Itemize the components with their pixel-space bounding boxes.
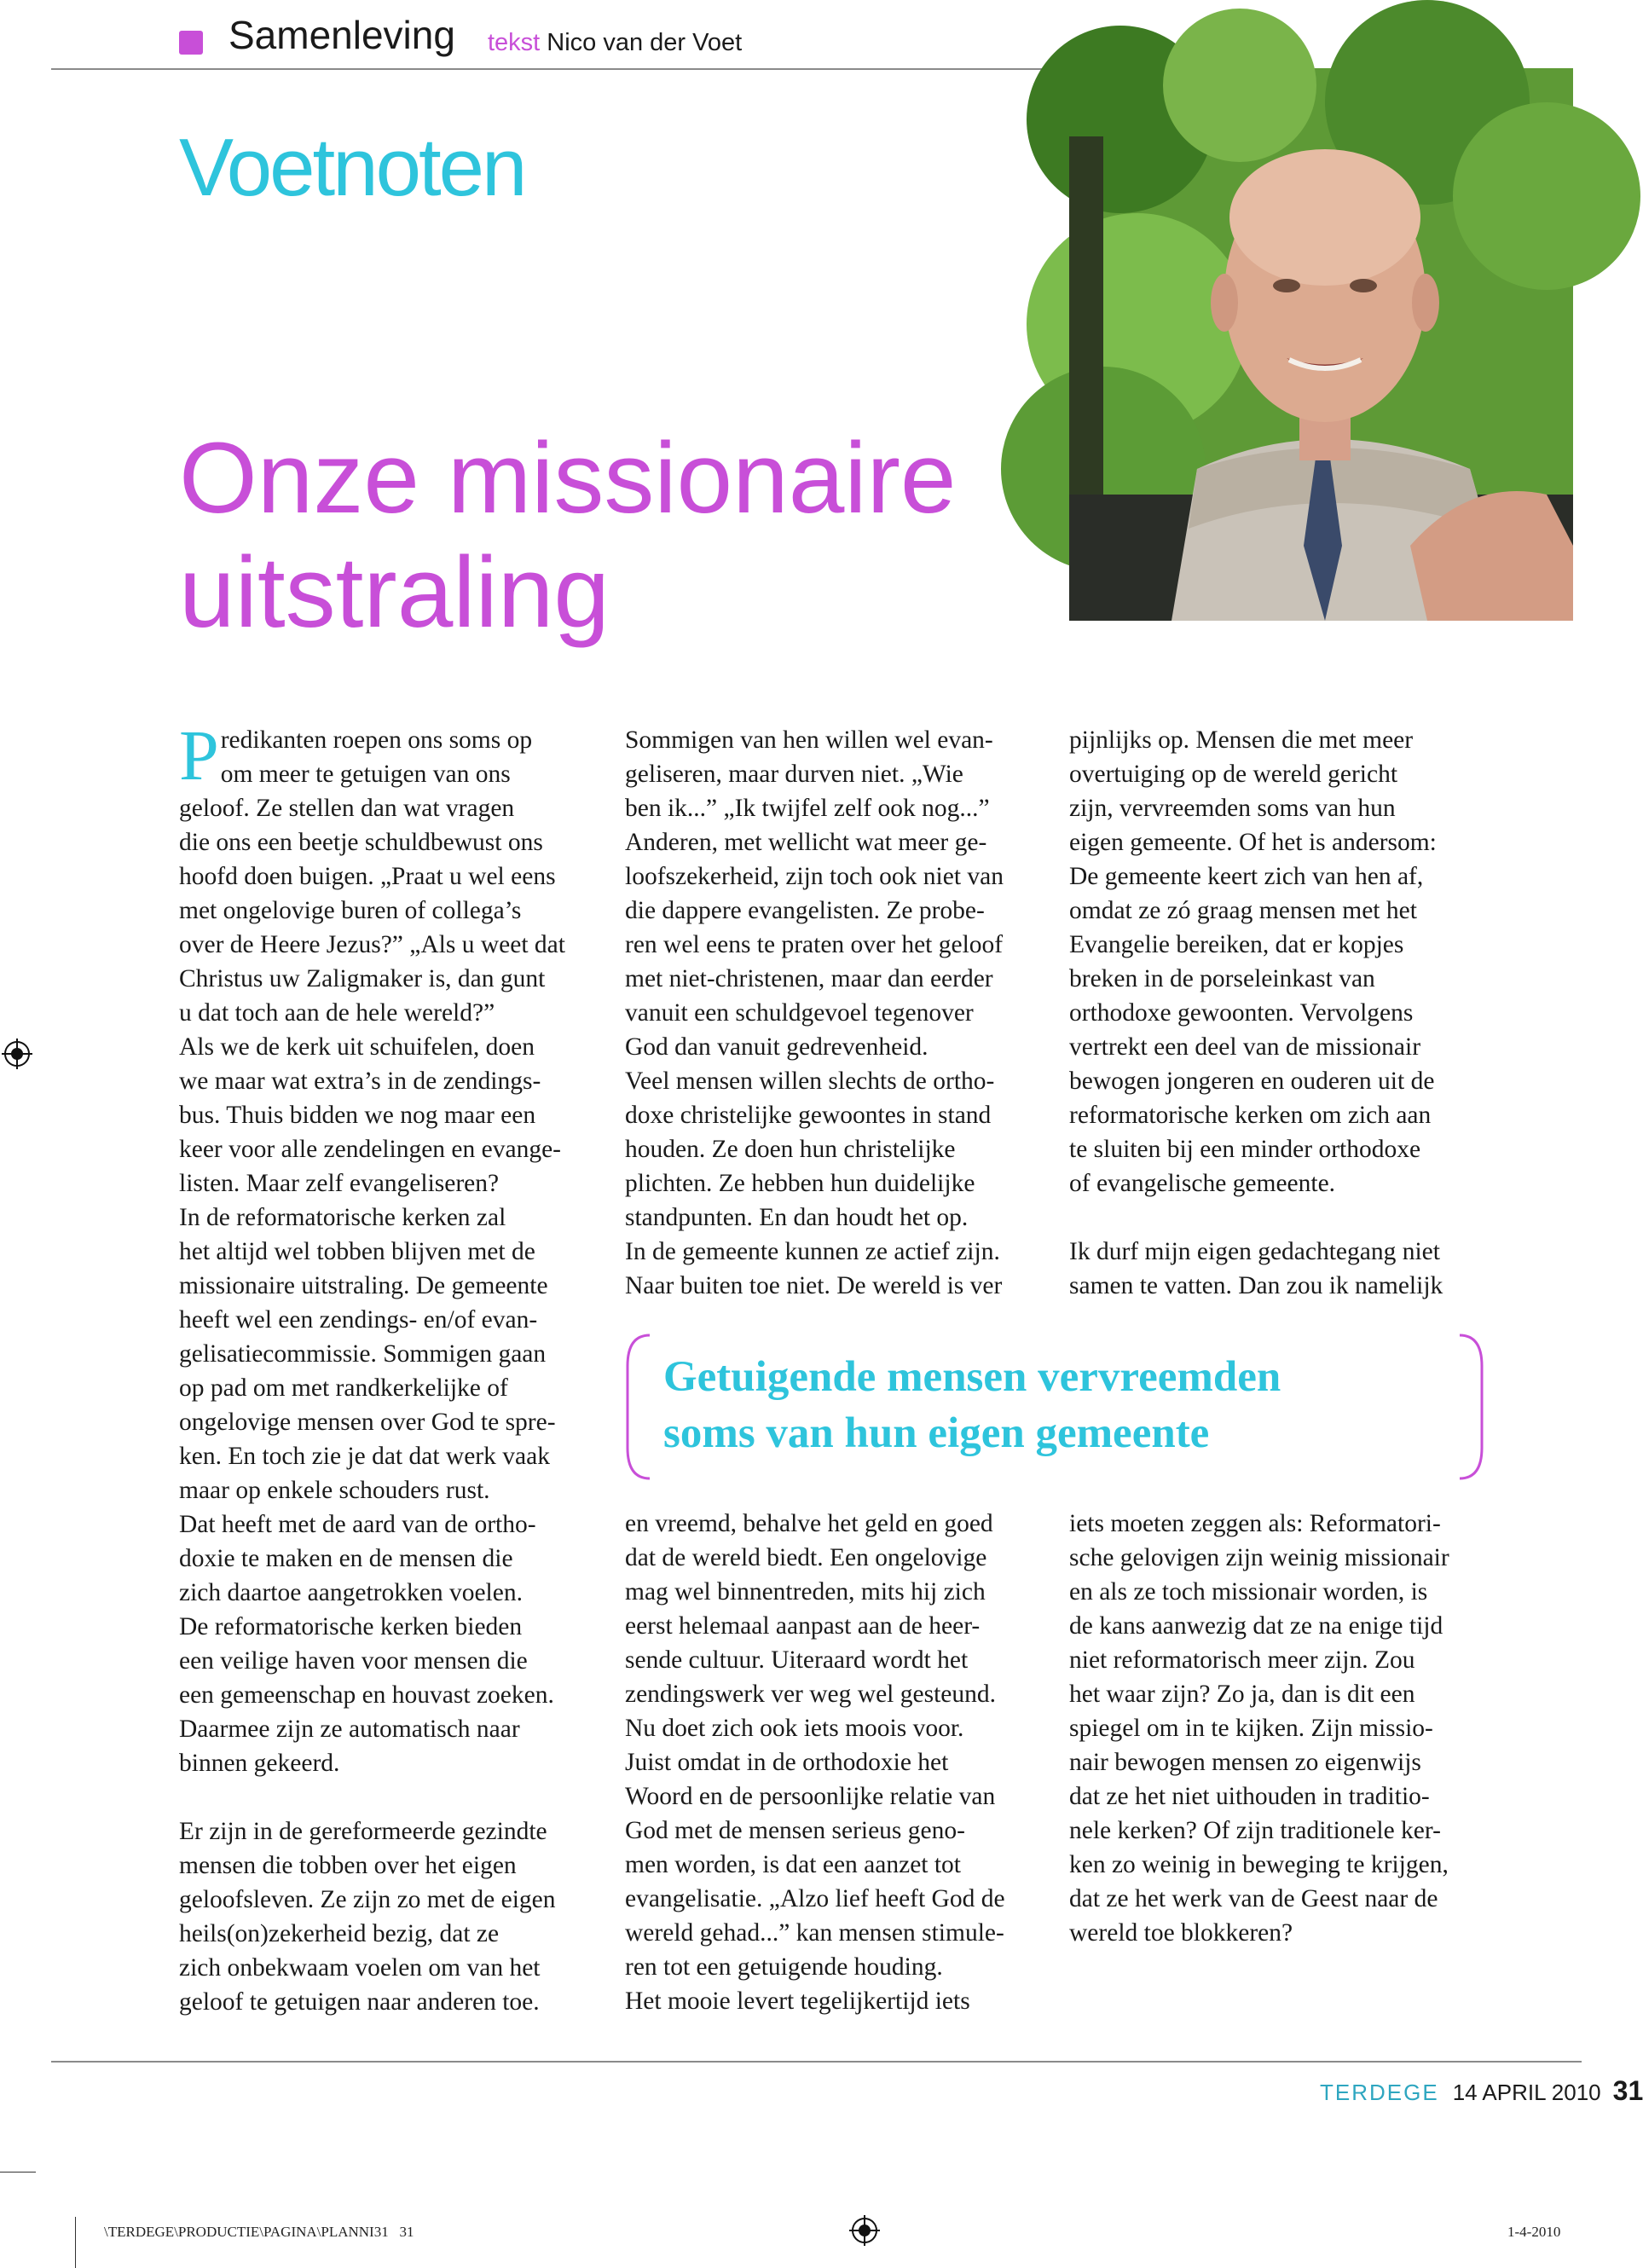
section-marker	[179, 31, 203, 55]
bottom-rule	[51, 2061, 1582, 2063]
registration-mark-icon	[2, 1039, 32, 1069]
issue-date: 14 APRIL 2010	[1452, 2080, 1601, 2105]
crop-mark	[0, 2172, 36, 2173]
page-number: 31	[1612, 2075, 1643, 2106]
article-column-3-top: pijnlijks op. Mensen die met meer overtuiging op de wereld gericht zijn, vervreemden soms van hun eigen gemeente. Of het is andersom: De gemeente keert zich van hen af, omdat ze zó graag mensen met het Evangelie bereiken, dat er kopjes breken in de porseleinkast van orthodoxe gewoonten. Vervolgens vertrekt een deel van de missionair bewogen jongeren en ouderen uit de reformatorische kerken om zich aan te sluiten bij een minder orthodoxe of evangelische gemeente. Ik durf mijn eigen gedachtegang niet samen te vatten. Dan zou ik namelijk	[1069, 726, 1443, 1299]
section-title: Samenleving	[229, 13, 455, 57]
headline: Onze missionaire uitstraling	[179, 422, 957, 649]
author-name: Nico van der Voet	[547, 29, 743, 56]
pullquote: Getuigende mensen vervreemden soms van hun eigen gemeente	[663, 1353, 1281, 1457]
article-column-1	[179, 716, 605, 2019]
print-slug: \TERDEGE\PRODUCTIE\PAGINA\PLANNI31 31	[104, 2224, 414, 2240]
byline	[488, 29, 742, 57]
author-portrait	[1069, 68, 1573, 621]
article-column-2-bottom: en vreemd, behalve het geld en goed dat de wereld biedt. Een ongelovige mag wel binnentreden, mits hij zich eerst helemaal aanpast aan de heer- sende cultuur. Uiteraard wordt het zendingswerk ver weg wel gesteund. Nu doet zich ook iets moois voor. Juist omdat in de orthodoxie het Woord en de persoonlijke relatie van God met de mensen serieus geno- men worden, is dat een aanzet tot evangelisatie. „Alzo lief heeft God de wereld gehad...” kan mensen stimule- ren tot een getuigende houding. Het mooie levert tegelijkertijd iets	[625, 1510, 1005, 2015]
byline-label: tekst	[488, 29, 541, 56]
drop-cap: P	[179, 716, 219, 796]
print-slug-date: 1-4-2010	[1507, 2224, 1561, 2240]
author-photo	[1069, 68, 1573, 621]
page-footer	[1320, 2075, 1643, 2107]
magazine-name: TERDEGE	[1320, 2080, 1439, 2105]
column-title: Voetnoten	[179, 122, 525, 213]
article-column-3-bottom: iets moeten zeggen als: Reformatori- sche gelovigen zijn weinig missionair en als ze toch missionair worden, is de kans aanwezig dat ze na enige tijd niet reformatorisch meer zijn. Zou het waar zijn? Zo ja, dan is dit een spiegel om in te kijken. Zijn missio- nair bewogen mensen zo eigenwijs dat ze het niet uithouden in traditio- nele kerken? Of zijn traditionele ker- ken zo weinig in beweging te krijgen, dat ze het werk van de Geest naar de wereld toe blokkeren?	[1069, 1510, 1449, 1947]
registration-mark-icon	[849, 2215, 880, 2246]
crop-mark	[75, 2217, 76, 2268]
article-column-1-text: redikanten roepen ons soms op om meer te getuigen van ons geloof. Ze stellen dan wat vragen die ons een beetje schuldbewust ons hoofd doen buigen. „Praat u wel eens met ongelovige buren of collega’s over de Heere Jezus?” „Als u weet dat Christus uw Zaligmaker is, dan gunt u dat toch aan de hele wereld?” Als we de kerk uit schuifelen, doen we maar wat extra’s in de zendings- bus. Thuis bidden we nog maar een keer voor alle zendelingen en evange- listen. Maar zelf evangeliseren? In de reformatorische kerken zal het altijd wel tobben blijven met de missionaire uitstraling. De gemeente heeft wel een zendings- en/of evan- gelisatiecommissie. Sommigen gaan op pad om met randkerkelijke of ongelovige mensen over God te spre- ken. En toch zie je dat dat werk vaak maar op enkele schouders rust. Dat heeft met de aard van de ortho- doxie te maken en de mensen die zich daartoe aangetrokken voelen. De reformatorische kerken bieden een veilige haven voor mensen die een gemeenschap en houvast zoeken. Daarmee zijn ze automatisch naar binnen gekeerd. Er zijn in de gereformeerde gezindte mensen die tobben over het eigen geloofsleven. Ze zijn zo met de eigen heils(on)zekerheid bezig, dat ze zich onbekwaam voelen om van het geloof te getuigen naar anderen toe.	[179, 726, 565, 2016]
top-rule	[51, 68, 1070, 70]
article-column-2-top: Sommigen van hen willen wel evan- geliseren, maar durven niet. „Wie ben ik...” „Ik twijfel zelf ook nog...” Anderen, met wellicht wat meer ge- loofszekerheid, zijn toch ook niet van die dappere evangelisten. Ze probe- ren wel eens te praten over het geloof met niet-christenen, maar dan eerder vanuit een schuldgevoel tegenover God dan vanuit gedrevenheid. Veel mensen willen slechts de ortho- doxe christelijke gewoontes in stand houden. Ze doen hun christelijke plichten. Ze hebben hun duidelijke standpunten. En dan houdt het op. In de gemeente kunnen ze actief zijn. Naar buiten toe niet. De wereld is ver	[625, 726, 1004, 1299]
